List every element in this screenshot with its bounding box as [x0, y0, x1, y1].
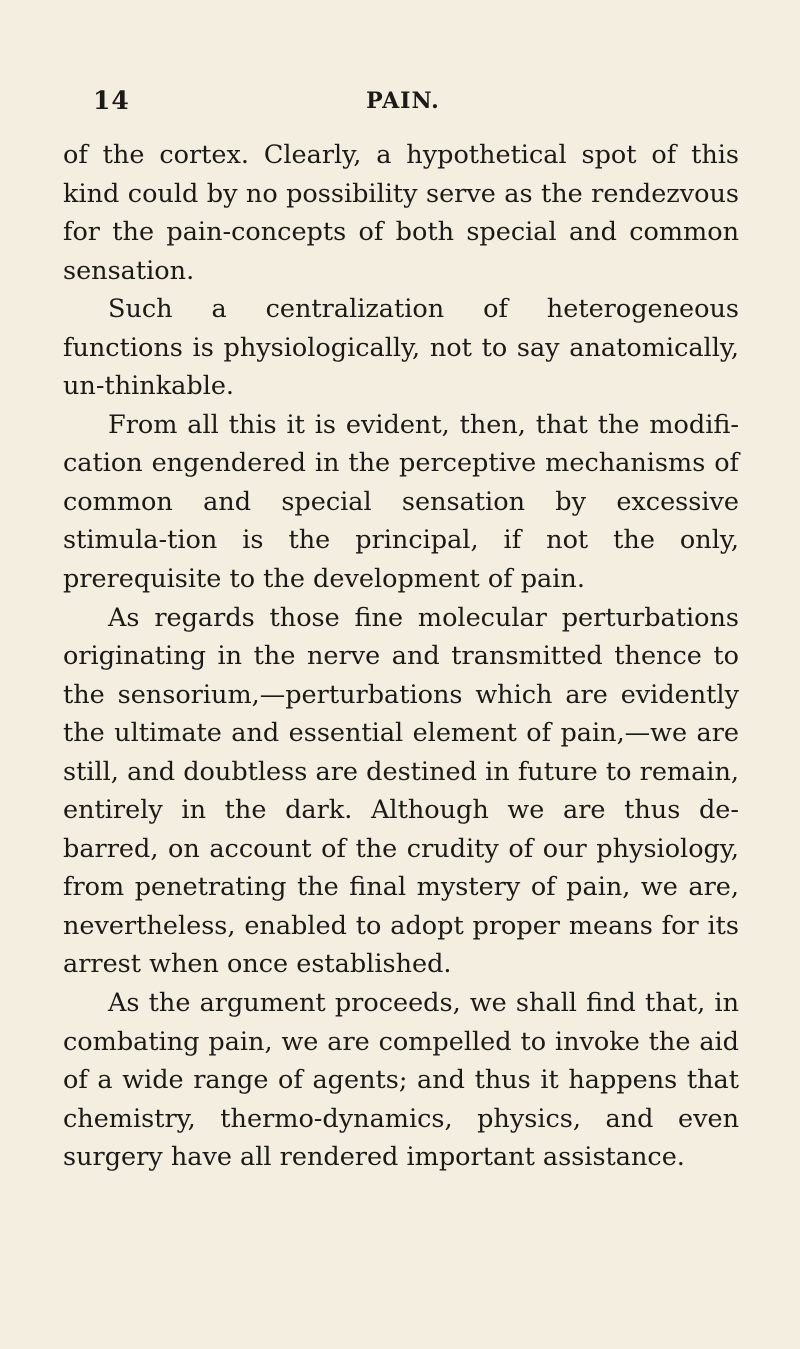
paragraph: As the argument proceeds, we shall find that, in combating pain, we are compelled to invoke the aid of a wide range of agents; and thus it happens that chemistry, thermo-dynamics, physics, and even surgery have all rendered important assistance. — [63, 988, 739, 1173]
page-number: 14 — [93, 86, 130, 115]
paragraph-continued: of the cortex. Clearly, a hypothetical spot of this kind could by no possibility serve as the rendezvous for the pain-concepts of both special and common sensation. — [63, 140, 739, 286]
paragraph: Such a centralization of heterogeneous functions is physiologically, not to say anatomically, un-thinkable. — [63, 294, 739, 402]
running-head: PAIN. — [366, 88, 440, 114]
paragraph: From all this it is evident, then, that the modifi-cation engendered in the perceptive mechanisms of common and special sensation by excessive stimula-tion is the principal, if not the only, prerequisite to the development of pain. — [63, 409, 739, 595]
paragraph: As regards those fine molecular perturbations originating in the nerve and transmitted thence to the sensorium,—perturbations which are evidently the ultimate and essential element of pain,—we are still, and doubtless are destined in future to remain, entirely in the dark. Although we are thus de-barred, on account of the crudity of our physiology, from penetrating the final mystery of pain, we are, nevertheless, enabled to adopt proper means for its arrest when once established. — [63, 602, 739, 980]
body-text — [63, 136, 739, 1177]
page-header — [93, 86, 713, 122]
